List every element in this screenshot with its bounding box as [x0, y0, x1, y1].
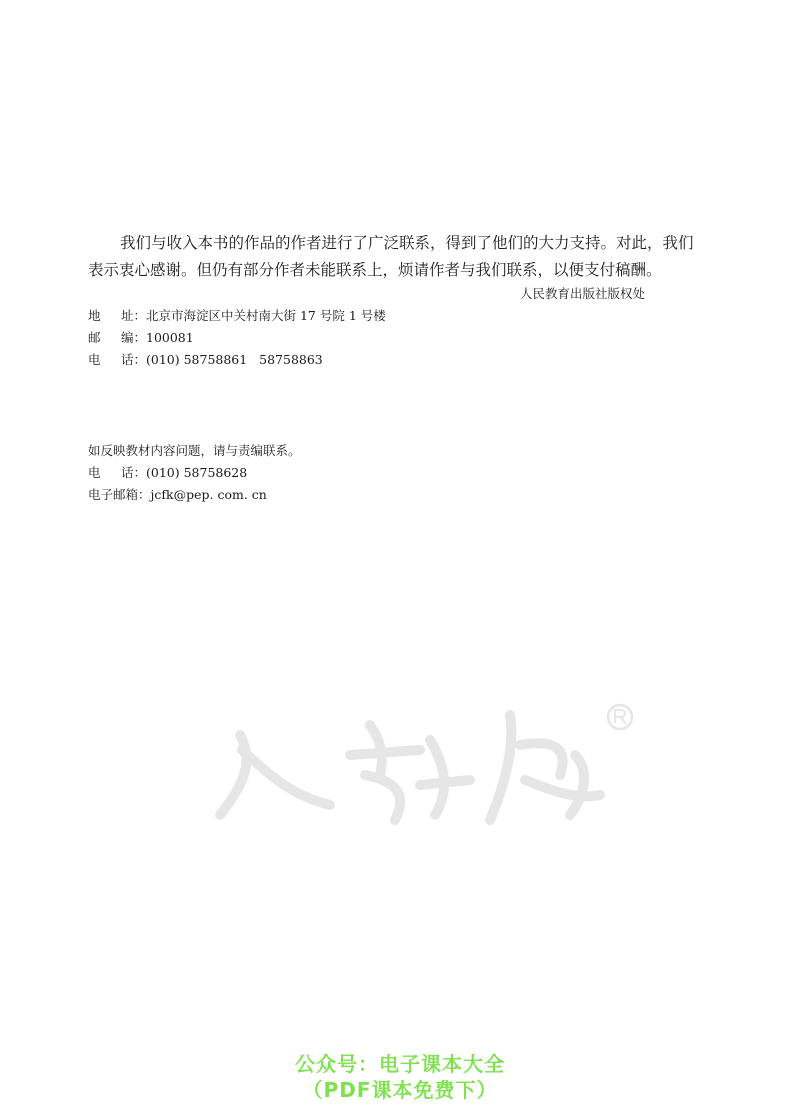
feedback-phone-label: 电 话： — [88, 465, 146, 480]
footer-line-2: （PDF课本免费下） — [302, 1078, 498, 1102]
notice-paragraph — [88, 230, 728, 284]
feedback-phone-row — [88, 462, 301, 484]
phone-row — [88, 349, 386, 371]
footer-line-1: 公众号：电子课本大全 — [295, 1052, 505, 1076]
feedback-intro: 如反映教材内容问题，请与责编联系。 — [88, 443, 301, 458]
feedback-phone-value: (010) 58758628 — [146, 465, 248, 480]
notice-line-2: 表示衷心感谢。但仍有部分作者未能联系上，烦请作者与我们联系，以便支付稿酬。 — [88, 261, 662, 279]
feedback-email-row — [88, 484, 301, 506]
notice-line-1: 我们与收入本书的作品的作者进行了广泛联系，得到了他们的大力支持。对此，我们 — [120, 234, 694, 252]
address-row — [88, 305, 386, 327]
publisher-watermark-logo — [180, 695, 640, 830]
address-value: 北京市海淀区中关村南大街 17 号院 1 号楼 — [146, 308, 386, 323]
email-value: jcfk@pep. com. cn — [150, 487, 267, 502]
email-label: 电子邮箱： — [88, 487, 151, 502]
postcode-row — [88, 327, 386, 349]
feedback-block — [88, 440, 301, 506]
address-label: 地 址： — [88, 308, 146, 323]
postcode-label: 邮 编： — [88, 330, 146, 345]
phone-value: (010) 58758861 58758863 — [146, 352, 323, 367]
postcode-value: 100081 — [146, 330, 194, 345]
contact-block — [88, 305, 386, 371]
signature: 人民教育出版社版权处 — [520, 286, 646, 301]
phone-label: 电 话： — [88, 352, 146, 367]
